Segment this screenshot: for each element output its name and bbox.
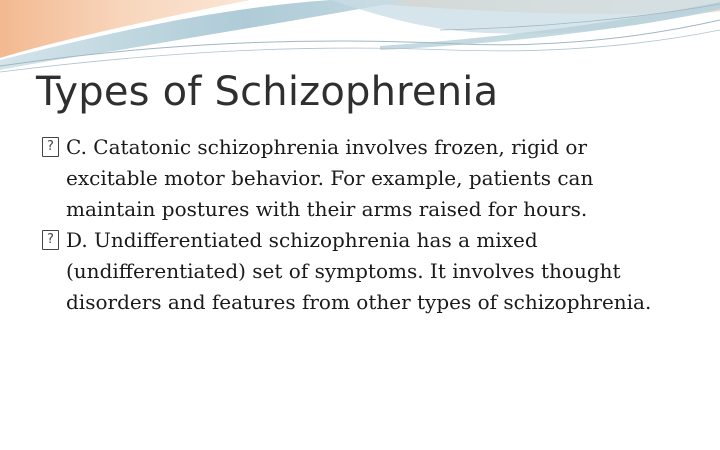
slide-title: Types of Schizophrenia (36, 69, 499, 115)
bullet-list (42, 132, 682, 318)
bullet-item-undifferentiated (42, 225, 682, 318)
missing-glyph-icon: ? (42, 137, 59, 157)
missing-glyph-icon: ? (42, 230, 59, 250)
bullet-text: C. Catatonic schizophrenia involves frozen, rigid or excitable motor behavior. For example, patients can maintain postures with their arms raised for hours. (66, 135, 594, 221)
bullet-text: D. Undifferentiated schizophrenia has a mixed (undifferentiated) set of symptoms. It involves thought disorders and features from other types of schizophrenia. (66, 228, 652, 314)
bullet-item-catatonic (42, 132, 682, 225)
